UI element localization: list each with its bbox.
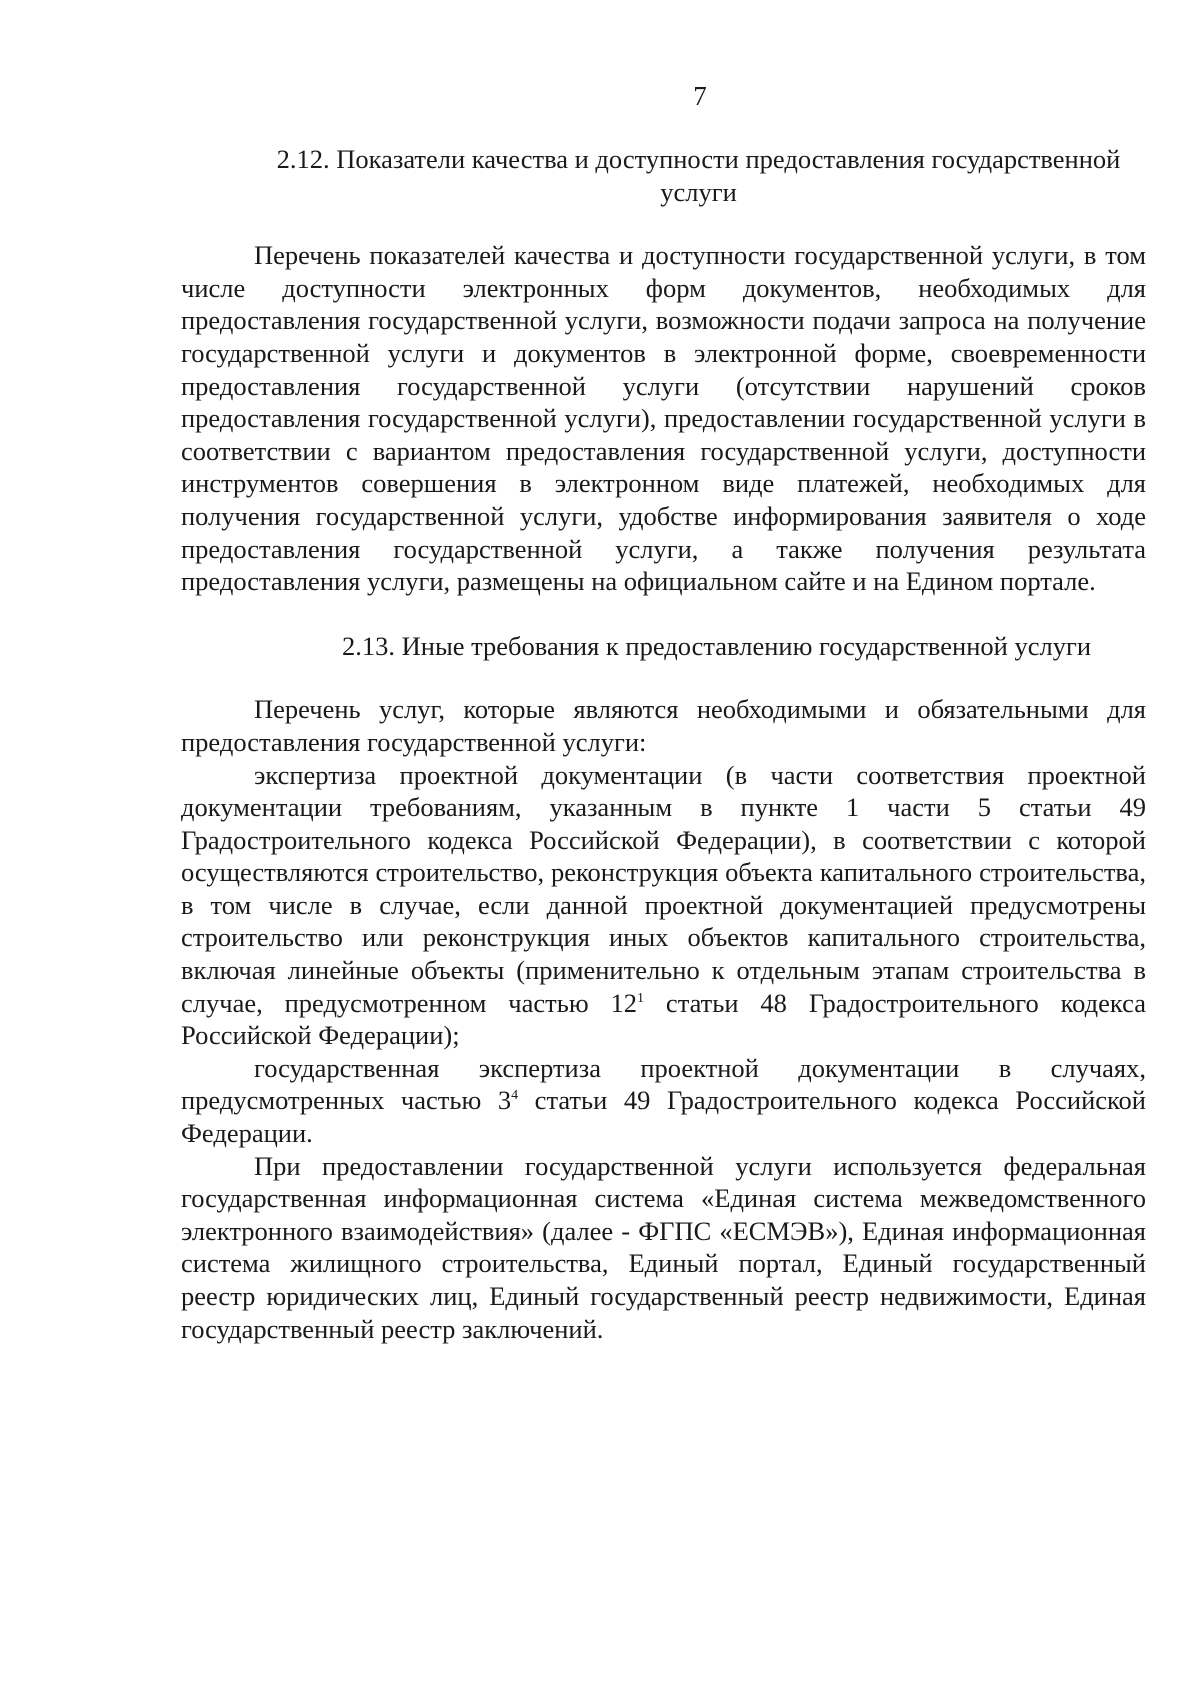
- information-systems-paragraph: При предоставлении государственной услуги используется федеральная государственная информационная система «Единая система межведомственного электронного взаимодействия» (далее - ФГПС «ЕСМЭВ»), Единая информационная система жилищного строительства, Единый портал, Единый государственный реестр юридических лиц, Единый государственный реестр недвижимости, Единая государственный реестр заключений.: [181, 1150, 1146, 1344]
- item-2-text-after: статьи 49 Градостроительного кодекса Российской Федерации.: [181, 1085, 1146, 1149]
- page-number: 7: [693, 81, 707, 111]
- section-2-12-heading: 2.12. Показатели качества и доступности предоставления государственной услуги: [276, 144, 1121, 207]
- required-service-item-1: [181, 759, 1146, 1052]
- item-2-text-before: государственная экспертиза проектной документации в случаях, предусмотренных частью 3: [181, 1052, 1146, 1116]
- section-2-13-heading: 2.13. Иные требования к предоставлению государственной услуги: [342, 630, 1092, 661]
- item-2-superscript: 4: [511, 1088, 519, 1104]
- section-2-13-intro: Перечень услуг, которые являются необходимыми и обязательными для предоставления государственной услуги:: [181, 694, 1146, 757]
- section-2-12-paragraph: Перечень показателей качества и доступности государственной услуги, в том числе доступности электронных форм документов, необходимых для предоставления государственной услуги, возможности подачи запроса на получение государственной услуги и документов в электронной форме, своевременности предоставления государственной услуги (отсутствии нарушений сроков предоставления государственной услуги), предоставлении государственной услуги в соответствии с вариантом предоставления государственной услуги, доступности инструментов совершения в электронном виде платежей, необходимых для получения государственной услуги, удобстве информирования заявителя о ходе предоставления государственной услуги, а также получения результата предоставления услуги, размещены на официальном сайте и на Едином портале.: [181, 240, 1146, 597]
- item-1-superscript: 1: [637, 990, 645, 1006]
- item-1-text-after: статьи 48 Градостроительного кодекса Российской Федерации);: [181, 987, 1146, 1051]
- document-body: [181, 143, 1146, 1345]
- required-service-item-2: [181, 1052, 1146, 1150]
- item-1-text-before: экспертиза проектной документации (в части соответствия проектной документации требованиям, указанным в пункте 1 части 5 статьи 49 Градостроительного кодекса Российской Федерации), в соответствии с которой осуществляются строительство, реконструкция объекта капитального строительства, в том числе в случае, если данной проектной документацией предусмотрены строительство или реконструкция иных объектов капитального строительства, включая линейные объекты (применительно к отдельным этапам строительства в случае, предусмотренном частью 12: [181, 759, 1146, 1018]
